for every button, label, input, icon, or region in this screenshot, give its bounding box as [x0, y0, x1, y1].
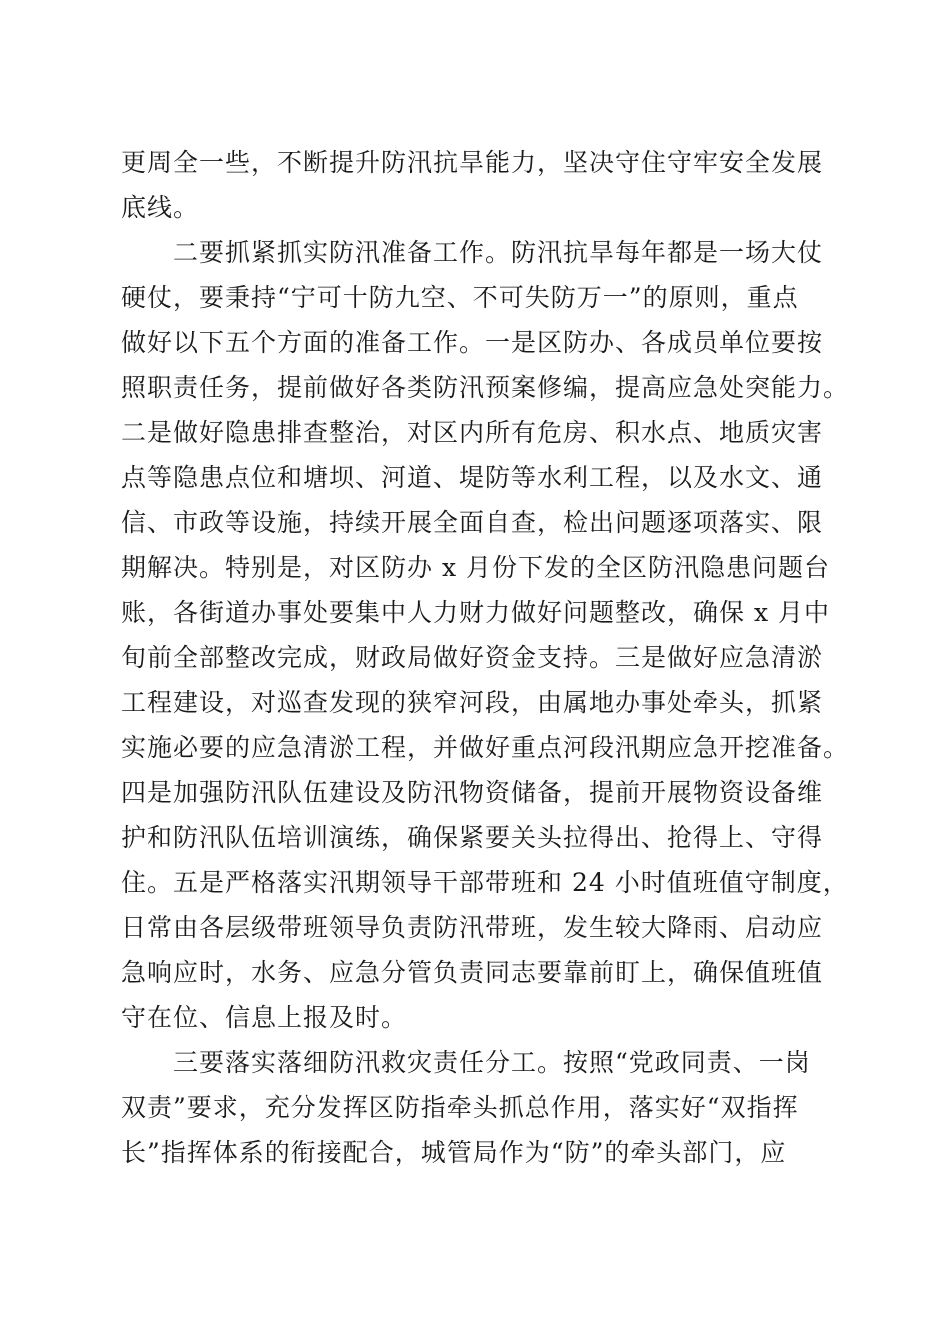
text-line: 长”指挥体系的衔接配合，城管局作为“防”的牵头部门，应 [121, 1138, 787, 1167]
text-line: 守在位、信息上报及时。 [121, 1003, 408, 1032]
text-line: 二要抓紧抓实防汛准备工作。防汛抗旱每年都是一场大仗 [121, 238, 824, 267]
document-body [121, 140, 850, 1175]
text-line: 照职责任务，提前做好各类防汛预案修编，提高应急处突能力。 [121, 373, 850, 402]
text-line: 点等隐患点位和塘坝、河道、堤防等水利工程，以及水文、通 [121, 463, 824, 492]
text-line: 硬仗，要秉持“宁可十防九空、不可失防万一”的原则，重点 [121, 283, 799, 312]
text-line: 工程建设，对巡查发现的狭窄河段，由属地办事处牵头，抓紧 [121, 688, 824, 717]
text-line: 旬前全部整改完成，财政局做好资金支持。三是做好应急清淤 [121, 643, 824, 672]
text-line: 信、市政等设施，持续开展全面自查，检出问题逐项落实、限 [121, 508, 824, 537]
text-line: 护和防汛队伍培训演练，确保紧要关头拉得出、抢得上、守得 [121, 823, 824, 852]
text-line: 二是做好隐患排查整治，对区内所有危房、积水点、地质灾害 [121, 418, 824, 447]
text-line: 日常由各层级带班领导负责防汛带班，发生较大降雨、启动应 [121, 913, 824, 942]
text-line: 四是加强防汛队伍建设及防汛物资储备，提前开展物资设备维 [121, 778, 824, 807]
text-line: 急响应时，水务、应急分管负责同志要靠前盯上，确保值班值 [121, 958, 824, 987]
text-line: 实施必要的应急清淤工程，并做好重点河段汛期应急开挖准备。 [121, 733, 850, 762]
text-line: 住。五是严格落实汛期领导干部带班和 24 小时值班值守制度， [121, 868, 849, 897]
text-line: 做好以下五个方面的准备工作。一是区防办、各成员单位要按 [121, 328, 824, 357]
text-line: 账，各街道办事处要集中人力财力做好问题整改，确保 x 月中 [121, 598, 830, 627]
text-line: 底线。 [121, 193, 200, 222]
text-line: 更周全一些，不断提升防汛抗旱能力，坚决守住守牢安全发展 [121, 148, 824, 177]
text-line: 期解决。特别是，对区防办 x 月份下发的全区防汛隐患问题台 [121, 553, 830, 582]
text-line: 三要落实落细防汛救灾责任分工。按照“党政同责、一岗 [121, 1048, 811, 1077]
text-line: 双责”要求，充分发挥区防指牵头抓总作用，落实好“双指挥 [121, 1093, 799, 1122]
